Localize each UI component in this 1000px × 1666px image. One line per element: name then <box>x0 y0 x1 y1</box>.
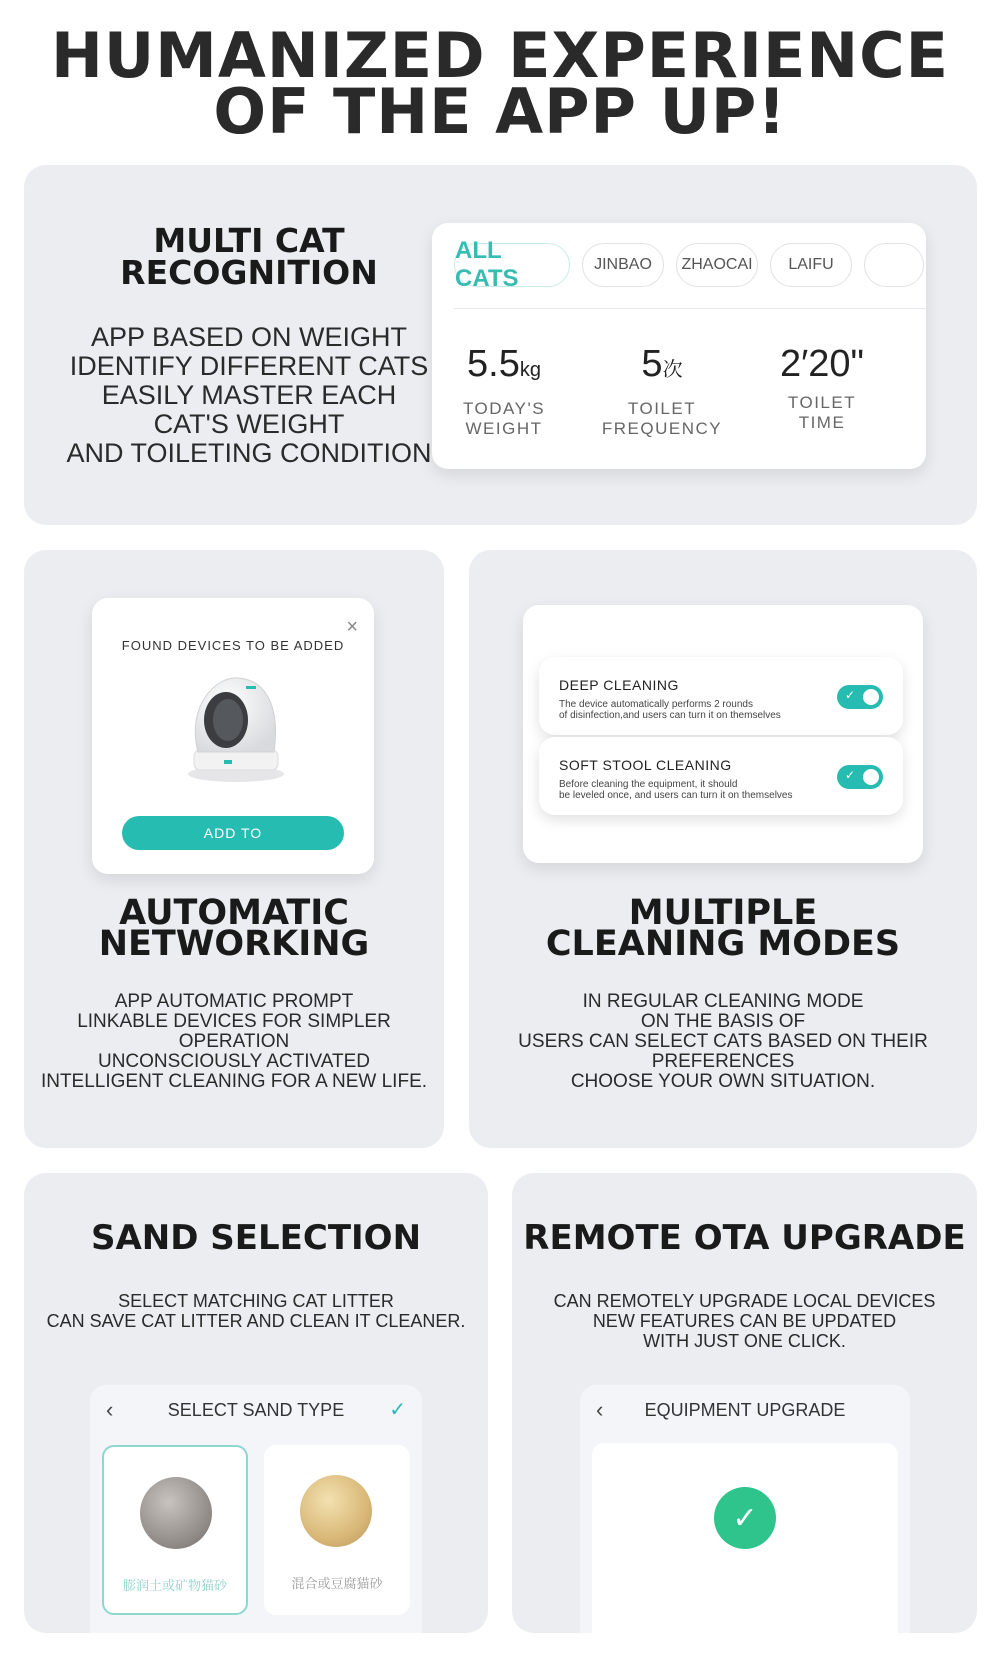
mode-title: DEEP CLEANING <box>559 677 679 693</box>
panel-header <box>90 1385 422 1435</box>
sand-option-tofu[interactable] <box>264 1445 410 1615</box>
description-line: INTELLIGENT CLEANING FOR A NEW LIFE. <box>40 1071 428 1092</box>
stat-time <box>762 343 882 433</box>
confirm-check-icon[interactable]: ✓ <box>389 1399 406 1421</box>
close-icon[interactable]: × <box>346 616 358 638</box>
panel-header <box>580 1385 910 1435</box>
panel-title: SELECT SAND TYPE <box>167 1400 345 1420</box>
toggle-knob <box>863 689 879 705</box>
mode-deep-cleaning <box>539 657 903 735</box>
tab-jinbao[interactable]: JINBAO <box>582 243 664 287</box>
multi-cat-heading <box>44 221 454 292</box>
description-line: CAN SAVE CAT LITTER AND CLEAN IT CLEANER. <box>46 1311 466 1331</box>
stat-value: 5.5kg <box>467 343 541 385</box>
heading-line: MULTIPLE <box>628 893 818 933</box>
tab-more[interactable] <box>864 243 924 287</box>
ota-description <box>512 1291 977 1351</box>
sand-option-label: 混合或豆腐猫砂 <box>291 1576 383 1591</box>
mode-title: SOFT STOOL CLEANING <box>559 757 732 773</box>
tab-zhaocai[interactable]: ZHAOCAI <box>676 243 758 287</box>
stat-label: TOILET FREQUENCY <box>601 399 723 438</box>
add-to-button[interactable]: ADD TO <box>122 816 344 850</box>
description-line: UNCONSCIOUSLY ACTIVATED <box>97 1051 371 1072</box>
equipment-upgrade-panel <box>580 1385 910 1633</box>
dialog-title: FOUND DEVICES TO BE ADDED <box>121 638 345 653</box>
page-title-line-2: OF THE APP UP! <box>213 75 787 148</box>
description-line: APP BASED ON WEIGHT <box>90 322 408 352</box>
sand-description <box>24 1291 488 1331</box>
description-line: AND TOILETING CONDITION <box>66 438 432 468</box>
cleaning-modes-card <box>469 550 977 1148</box>
stat-weight <box>444 343 564 439</box>
mode-description: The device automatically performs 2 rounds of disinfection,and users can turn it on themselves <box>559 699 781 721</box>
back-chevron-icon[interactable]: ‹ <box>106 1397 114 1422</box>
description-line: IN REGULAR CLEANING MODE <box>582 991 864 1012</box>
stat-value: 2′20" <box>779 343 864 385</box>
description-line: EASILY MASTER EACH <box>101 380 397 410</box>
divider <box>454 308 926 309</box>
stat-label: TODAY'S WEIGHT <box>462 399 546 438</box>
litter-box-device-image <box>176 666 288 786</box>
toggle-knob <box>863 769 879 785</box>
sand-heading: SAND SELECTION <box>90 1218 422 1258</box>
found-devices-dialog <box>92 598 374 874</box>
select-sand-panel <box>90 1385 422 1633</box>
description-line: ON THE BASIS OF <box>640 1011 806 1032</box>
description-line: IDENTIFY DIFFERENT CATS <box>69 351 429 381</box>
stat-label: TOILET TIME <box>787 393 857 432</box>
stat-frequency <box>597 343 727 439</box>
description-line: NEW FEATURES CAN BE UPDATED <box>592 1311 897 1331</box>
soft-stool-cleaning-toggle[interactable] <box>837 765 883 789</box>
ota-heading: REMOTE OTA UPGRADE <box>523 1218 966 1258</box>
check-icon: ✓ <box>845 768 856 782</box>
upgrade-status-area <box>592 1443 898 1633</box>
page-title-line-1: HUMANIZED EXPERIENCE <box>50 19 950 92</box>
sand-option-bentonite[interactable] <box>102 1445 248 1615</box>
mode-soft-stool-cleaning <box>539 737 903 815</box>
mode-description: Before cleaning the equipment, it should be leveled once, and users can turn it on themselves <box>559 779 793 801</box>
networking-card <box>24 550 444 1148</box>
success-check-icon: ✓ <box>714 1487 776 1549</box>
tofu-sand-image <box>300 1475 372 1547</box>
stat-value: 5次 <box>641 343 683 385</box>
description-line: CHOOSE YOUR OWN SITUATION. <box>570 1071 876 1092</box>
heading-line: AUTOMATIC <box>119 893 349 933</box>
description-line: USERS CAN SELECT CATS BASED ON THEIR PREFERENCES <box>518 1031 928 1072</box>
bentonite-sand-image <box>140 1477 212 1549</box>
multi-cat-card <box>24 165 977 525</box>
cleaning-modes-panel <box>523 605 923 863</box>
ota-upgrade-card <box>512 1173 977 1633</box>
description-line: WITH JUST ONE CLICK. <box>643 1331 846 1351</box>
description-line: LINKABLE DEVICES FOR SIMPLER OPERATION <box>77 1011 391 1052</box>
back-chevron-icon[interactable]: ‹ <box>596 1397 604 1422</box>
panel-title: EQUIPMENT UPGRADE <box>644 1400 846 1420</box>
heading-line: MULTI CAT <box>153 221 345 260</box>
tab-laifu[interactable]: LAIFU <box>770 243 852 287</box>
multi-cat-description <box>39 323 459 468</box>
description-line: CAN REMOTELY UPGRADE LOCAL DEVICES <box>553 1291 936 1311</box>
networking-description <box>24 992 444 1092</box>
networking-heading <box>24 893 444 964</box>
deep-cleaning-toggle[interactable] <box>837 685 883 709</box>
check-icon: ✓ <box>845 688 856 702</box>
heading-line: NETWORKING <box>98 924 370 964</box>
heading-line: CLEANING MODES <box>545 924 901 964</box>
cat-stats-panel <box>432 223 926 469</box>
tab-all-cats[interactable]: ALL CATS <box>454 243 570 287</box>
description-line: CAT'S WEIGHT <box>153 409 345 439</box>
sand-option-label: 膨润土或矿物猫砂 <box>122 1578 227 1593</box>
cat-filter-tabs <box>454 237 924 292</box>
sand-selection-card <box>24 1173 488 1633</box>
cleaning-heading <box>469 893 977 964</box>
description-line: APP AUTOMATIC PROMPT <box>114 991 354 1012</box>
heading-line: RECOGNITION <box>120 253 378 292</box>
cleaning-description <box>469 992 977 1092</box>
description-line: SELECT MATCHING CAT LITTER <box>118 1291 394 1311</box>
page-title <box>0 19 1000 148</box>
